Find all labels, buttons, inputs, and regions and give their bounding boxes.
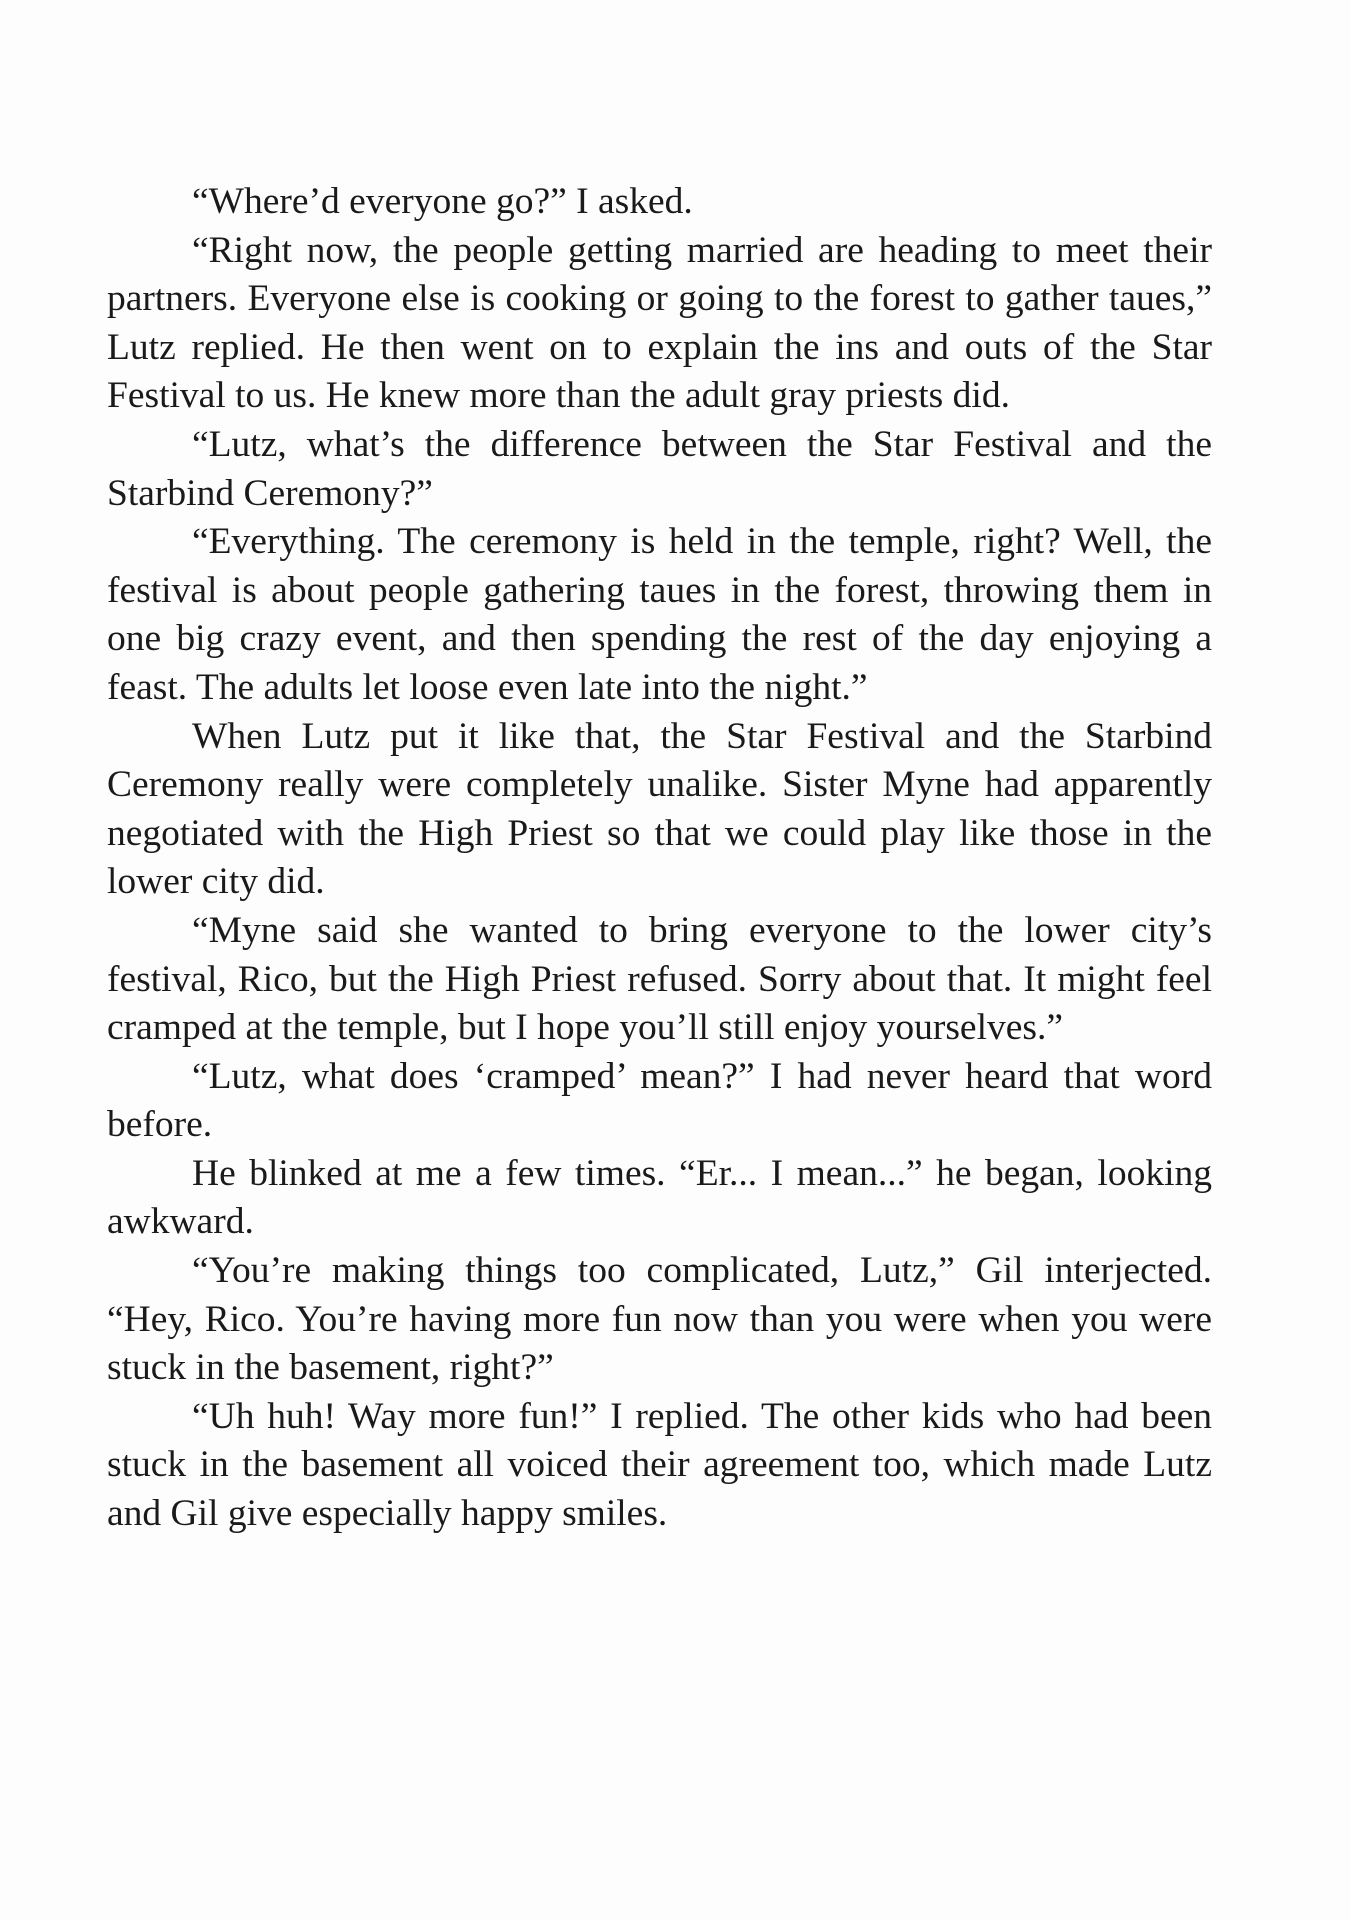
paragraph: “Where’d everyone go?” I asked. (192, 181, 693, 222)
paragraph: “Everything. The ceremony is held in the temple, right? Well, the festival is about people gathering taues in the forest, throwing them in one big crazy event, and then spending the rest of the day enjoying a feast. The adults let loose even late into the night.” (107, 521, 1212, 708)
paragraph: “Lutz, what’s the difference between the Star Festival and the Starbind Ceremony?” (107, 423, 1212, 514)
paragraph: He blinked at me a few times. “Er... I mean...” he began, looking awkward. (107, 1152, 1212, 1243)
page-body-text (107, 178, 1212, 1539)
paragraph: “Myne said she wanted to bring everyone to the lower city’s festival, Rico, but the High Priest refused. Sorry about that. It might feel cramped at the temple, but I hope you’ll still enjoy yourselves.” (107, 909, 1212, 1049)
paragraph: “You’re making things too complicated, Lutz,” Gil interjected. “Hey, Rico. You’re having more fun now than you were when you were stuck in the basement, right?” (107, 1250, 1212, 1389)
paragraph: “Lutz, what does ‘cramped’ mean?” I had never heard that word before. (107, 1055, 1212, 1146)
paragraph: When Lutz put it like that, the Star Festival and the Starbind Ceremony really were completely unalike. Sister Myne had apparently negotiated with the High Priest so that we could play like those in the lower city did. (107, 715, 1212, 903)
paragraph: “Uh huh! Way more fun!” I replied. The other kids who had been stuck in the basement all voiced their agreement too, which made Lutz and Gil give especially happy smiles. (107, 1395, 1212, 1535)
paragraph: “Right now, the people getting married are heading to meet their partners. Everyone else is cooking or going to the forest to gather taues,” Lutz replied. He then went on to explain the ins and outs of the Star Festival to us. He knew more than the adult gray priests did. (107, 229, 1212, 417)
